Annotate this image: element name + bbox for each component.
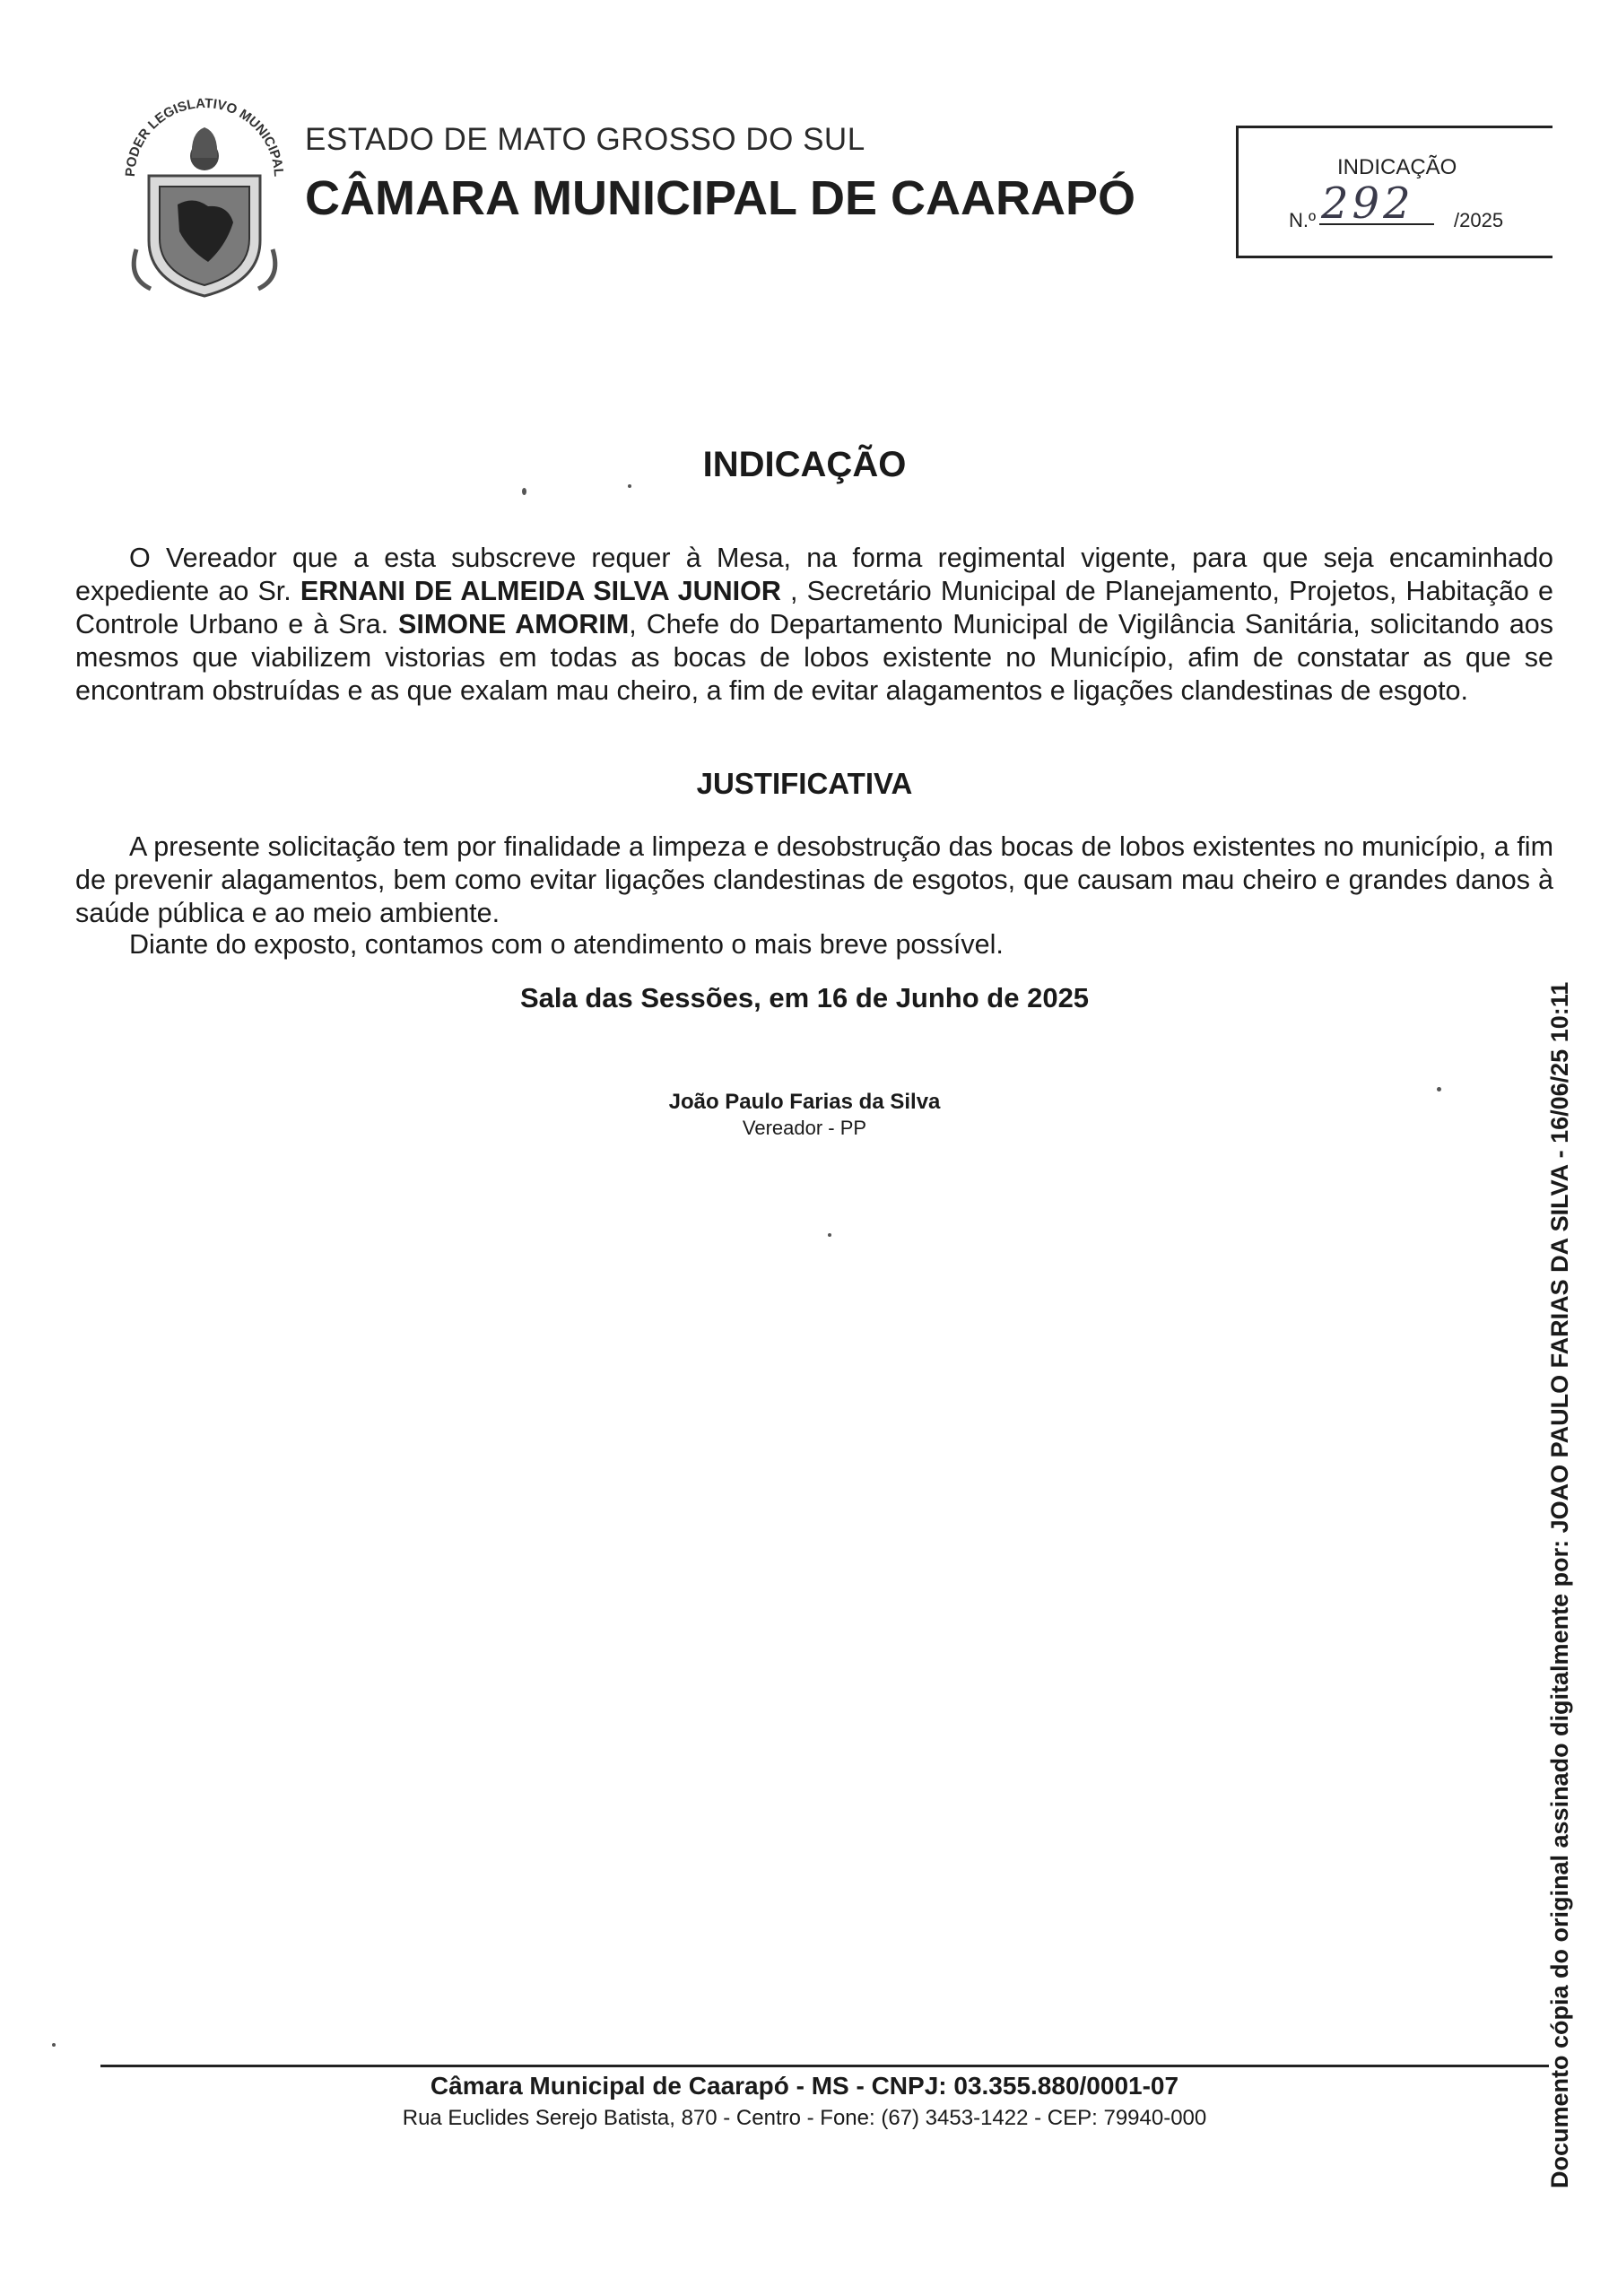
- state-name: ESTADO DE MATO GROSSO DO SUL: [305, 122, 865, 157]
- justification-paragraph: [75, 831, 1553, 930]
- scan-speck: [52, 2043, 56, 2047]
- scan-speck: [1437, 1087, 1441, 1091]
- footer-divider: [100, 2065, 1549, 2067]
- request-text-1: O Vereador que a esta subscreve requer à Mesa, na forma regimental vigente, para que seja encaminhado expediente ao Sr.: [75, 543, 1553, 606]
- justification-title: JUSTIFICATIVA: [696, 767, 913, 800]
- indication-number-label: INDICAÇÃO: [1337, 155, 1457, 179]
- signer-name: João Paulo Farias da Silva: [668, 1090, 941, 1114]
- recipient-name-1: ERNANI DE ALMEIDA SILVA JUNIOR: [300, 576, 781, 606]
- request-text-3: , Chefe do Departamento Municipal de Vigilância Sanitária, solicitando aos mesmos que viabilizem vistorias em todas as bocas de lobos existente no Município, afim de constatar as que se encontram obstruídas e as que exalam mau cheiro, a fim de evitar alagamentos e ligações clandestinas de esgoto.: [75, 609, 1553, 706]
- number-year: /2025: [1454, 209, 1504, 231]
- footer-address: Rua Euclides Serejo Batista, 870 - Centro - Fone: (67) 3453-1422 - CEP: 79940-000: [402, 2106, 1207, 2130]
- number-prefix: N.º: [1289, 209, 1317, 231]
- chamber-title: CÂMARA MUNICIPAL DE CAARAPÓ: [305, 171, 1135, 225]
- closing-paragraph: [75, 928, 1553, 961]
- recipient-name-2: SIMONE AMORIM: [398, 609, 630, 639]
- justification-text: A presente solicitação tem por finalidade a limpeza e desobstrução das bocas de lobos existentes no município, a fim de prevenir alagamentos, bem como evitar ligações clandestinas de esgotos, que causam mau cheiro e grandes danos à saúde pública e ao meio ambiente.: [75, 831, 1553, 928]
- signer-role: Vereador - PP: [742, 1117, 867, 1139]
- request-text-2: , Secretário Municipal de Planejamento, Projetos, Habitação e Controle Urbano e à Sra.: [75, 576, 1553, 639]
- closing-text: Diante do exposto, contamos com o atendimento o mais breve possível.: [129, 929, 1004, 960]
- footer-institution: Câmara Municipal de Caarapó - MS - CNPJ: 03.355.880/0001-07: [430, 2072, 1179, 2100]
- request-paragraph: [75, 542, 1553, 708]
- scan-speck: [828, 1233, 831, 1237]
- handwritten-number: 292: [1321, 178, 1414, 229]
- scan-speck: [522, 488, 526, 495]
- indication-number-box: [1236, 126, 1552, 258]
- number-underline: [1319, 223, 1434, 225]
- scan-speck: [628, 484, 631, 488]
- session-date-line: Sala das Sessões, em 16 de Junho de 2025: [519, 982, 1090, 1013]
- document-title: INDICAÇÃO: [702, 445, 907, 484]
- municipal-crest-logo: [115, 70, 294, 303]
- digital-signature-stamp: Documento cópia do original assinado digitalmente por: JOAO PAULO FARIAS DA SILVA - 16/06/25 10:11: [1546, 981, 1573, 2188]
- crest-text: PODER LEGISLATIVO MUNICIPAL: [122, 95, 287, 178]
